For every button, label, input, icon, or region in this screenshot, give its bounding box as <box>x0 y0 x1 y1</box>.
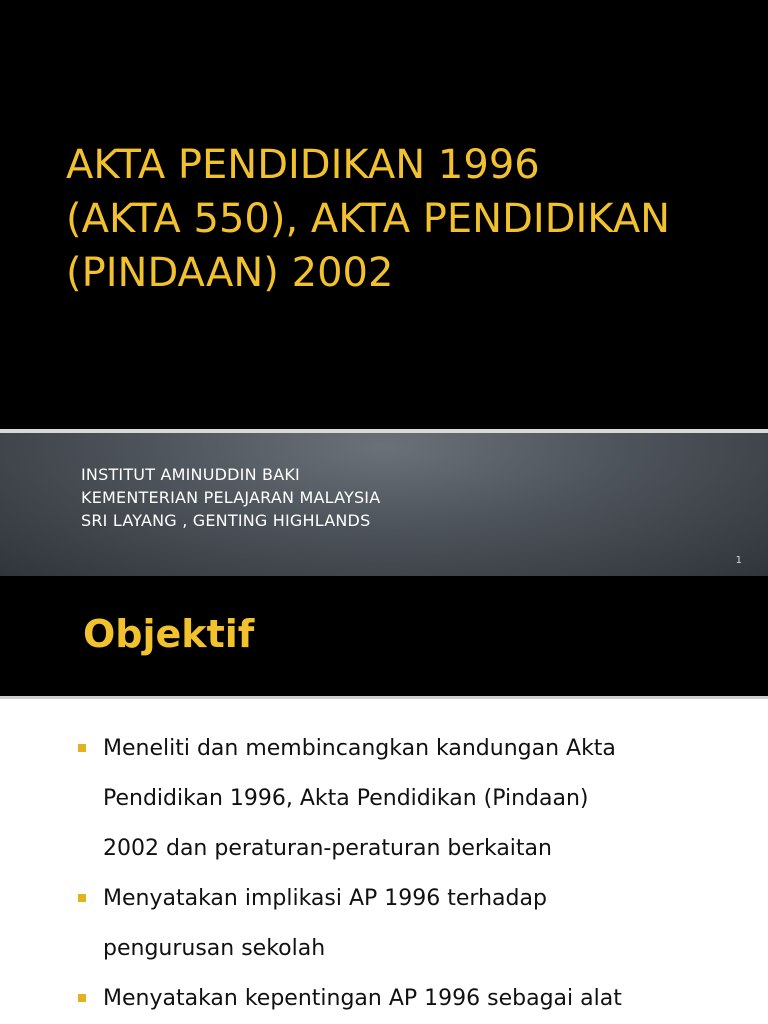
bullet-line: 2002 dan peraturan-peraturan berkaitan <box>103 836 552 861</box>
subtitle-line: KEMENTERIAN PELAJARAN MALAYSIA <box>81 488 381 507</box>
bullet-line: Menyatakan kepentingan AP 1996 sebagai alat <box>103 986 622 1011</box>
bullet-line: Pendidikan 1996, Akta Pendidikan (Pindaan) <box>103 786 589 811</box>
bullet-list <box>78 724 758 1024</box>
header-divider <box>0 696 768 699</box>
list-item <box>78 874 758 974</box>
title-line: (AKTA 550), AKTA PENDIDIKAN <box>66 196 671 242</box>
list-item <box>78 724 758 874</box>
bullet-line: pengurusan sekolah <box>103 936 326 961</box>
subtitle-line: SRI LAYANG , GENTING HIGHLANDS <box>81 511 371 530</box>
title-line: (PINDAAN) 2002 <box>66 250 394 296</box>
slide-1-subtitle <box>81 463 380 532</box>
bullet-line: Meneliti dan membincangkan kandungan Akta <box>103 736 616 761</box>
subtitle-band <box>0 433 768 576</box>
subtitle-line: INSTITUT AMINUDDIN BAKI <box>81 465 300 484</box>
title-line: AKTA PENDIDIKAN 1996 <box>66 142 540 188</box>
square-bullet-icon <box>78 994 86 1002</box>
page-number: 1 <box>735 555 742 566</box>
list-item <box>78 974 758 1024</box>
slide-1-title <box>66 138 746 300</box>
slide-2 <box>0 576 768 1024</box>
square-bullet-icon <box>78 894 86 902</box>
bullet-line: Menyatakan implikasi AP 1996 terhadap <box>103 886 547 911</box>
slide-2-title: Objektif <box>83 612 255 656</box>
square-bullet-icon <box>78 744 86 752</box>
slide-2-header <box>0 576 768 696</box>
